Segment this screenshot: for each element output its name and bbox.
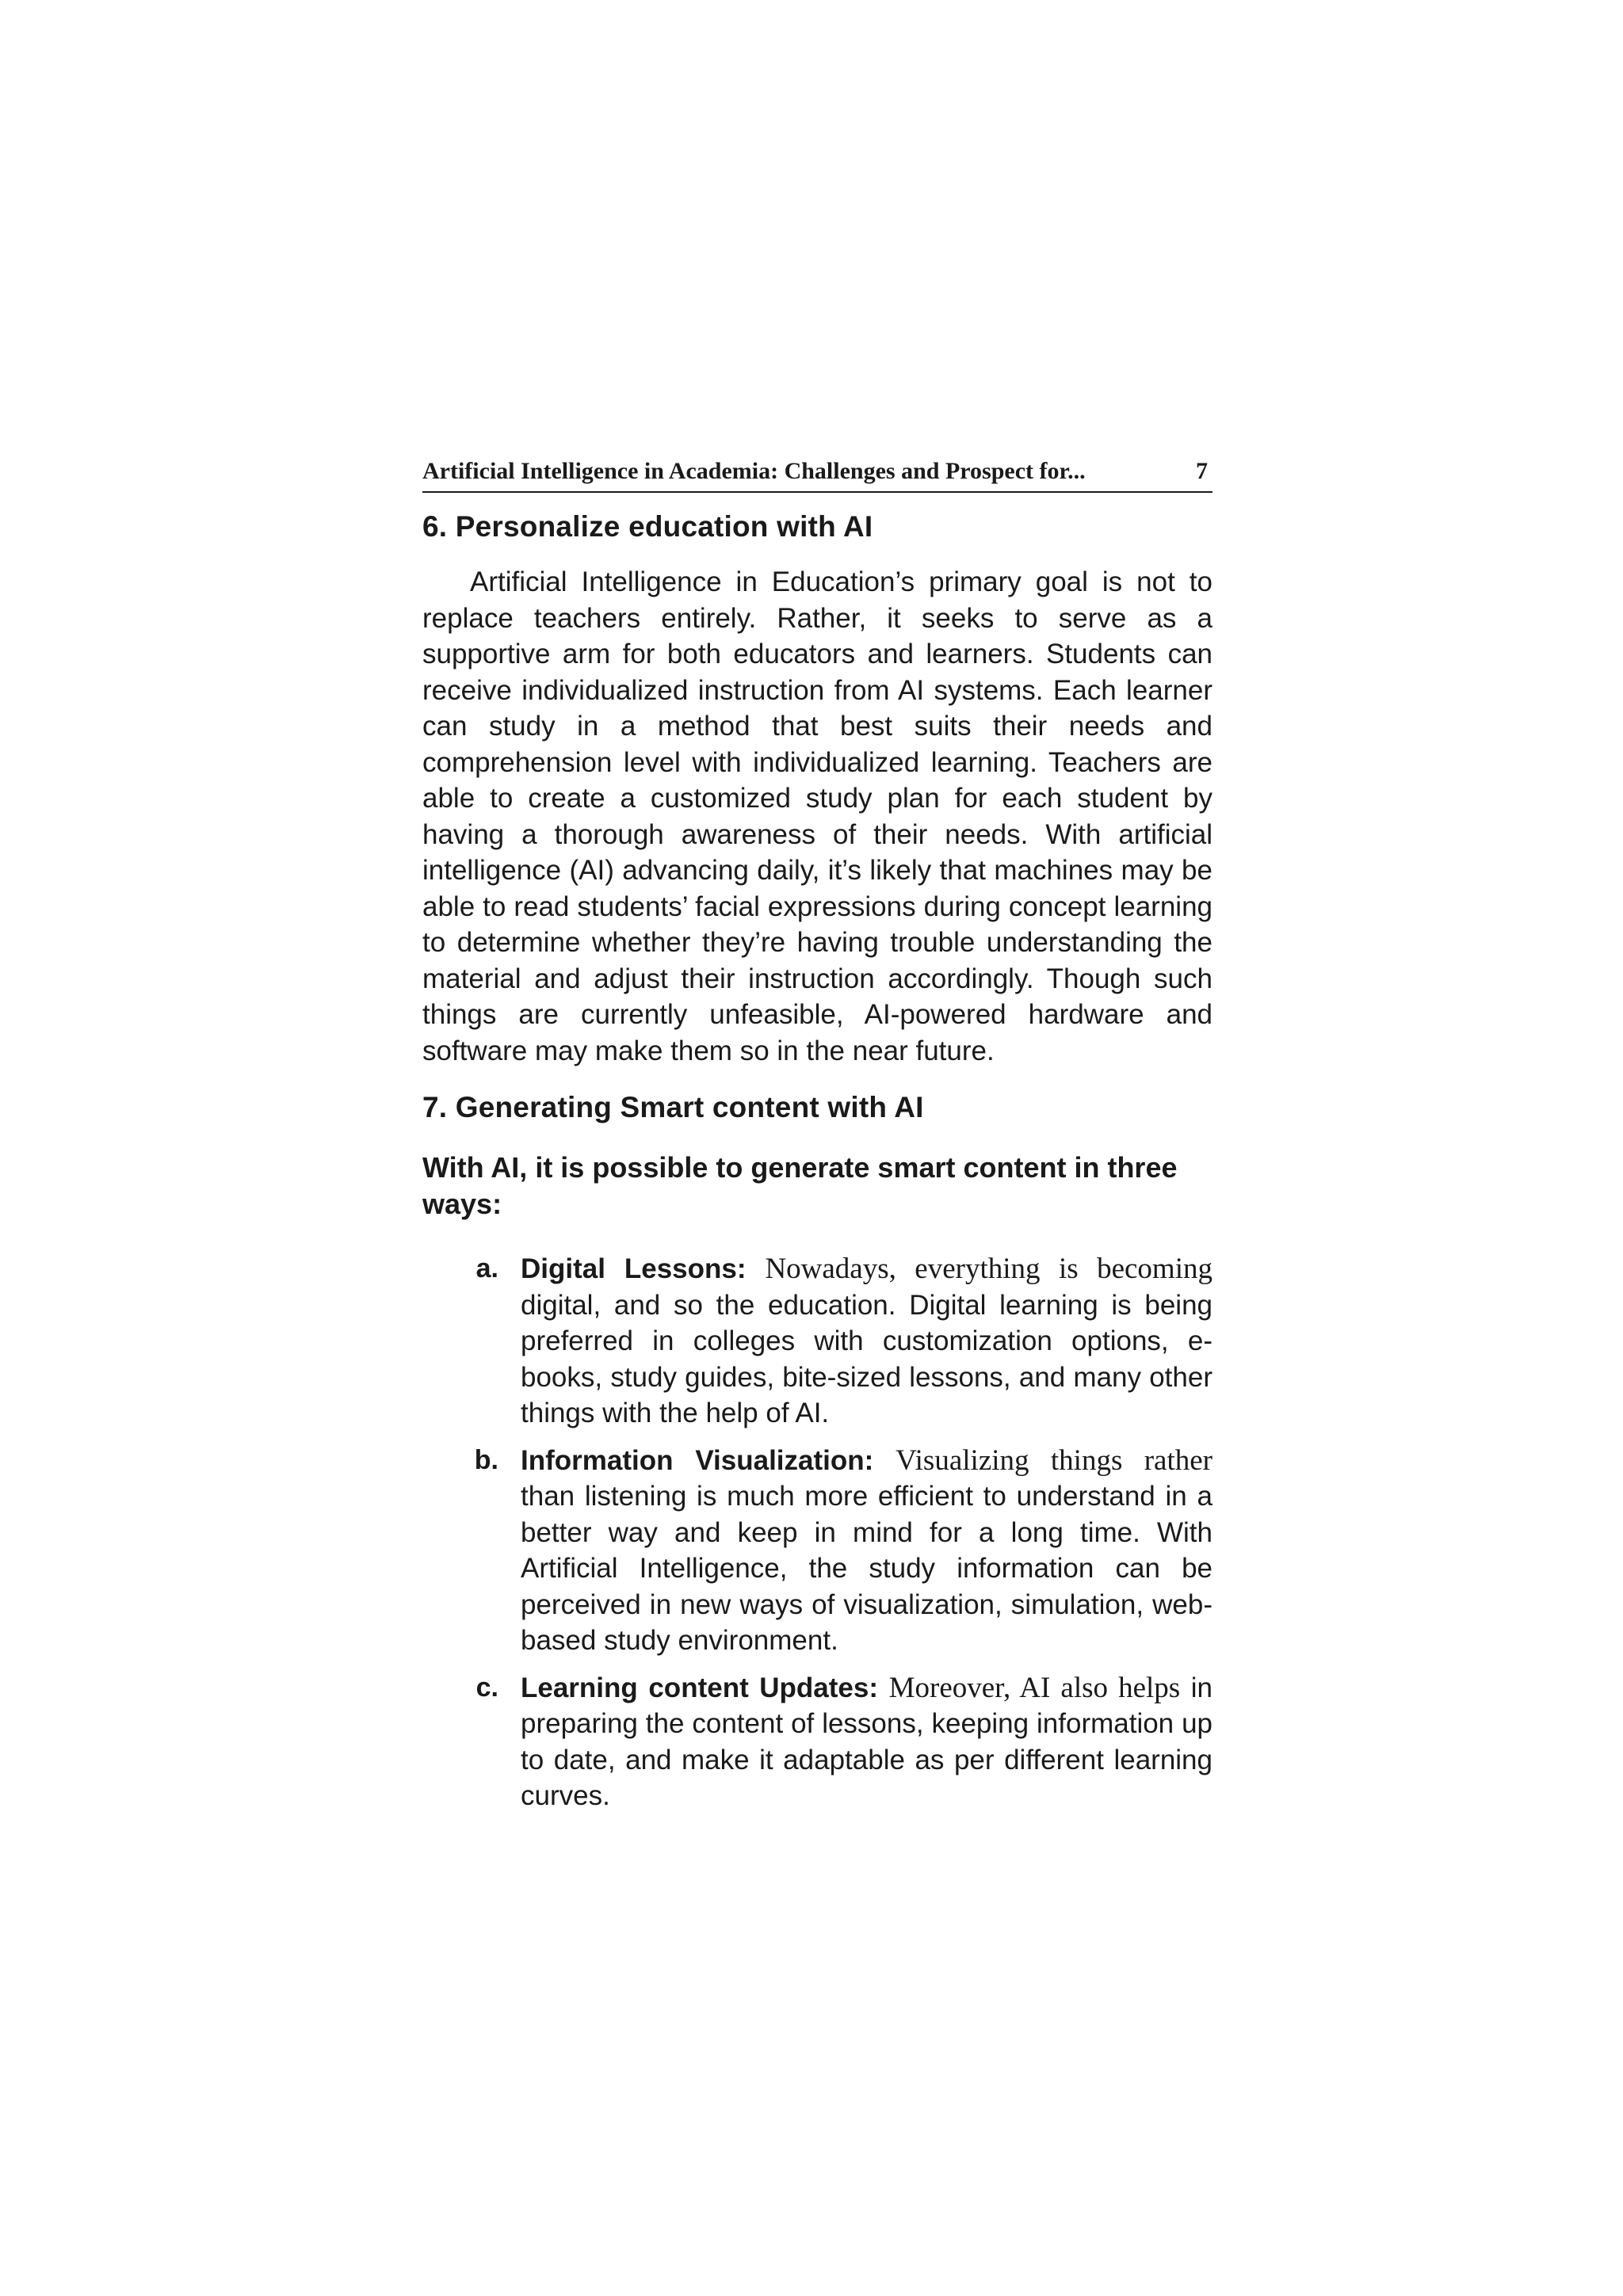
section-6-heading: 6. Personalize education with AI xyxy=(422,510,873,543)
list-item-lead: Nowadays, everything is becoming xyxy=(765,1253,1212,1285)
section-7-intro: With AI, it is possible to generate smart content in three ways: xyxy=(422,1151,1178,1220)
list-item-term: Information Visualization: xyxy=(521,1444,874,1476)
book-page xyxy=(422,458,1212,1825)
list-marker: b. xyxy=(474,1444,498,1475)
running-header xyxy=(422,458,1212,493)
list-item-text xyxy=(521,1251,1212,1432)
list-item-term: Learning content Updates: xyxy=(521,1672,879,1703)
running-header-title: Artificial Intelligence in Academia: Challenges and Prospect for... xyxy=(422,458,1086,484)
list-item-lead: Moreover, AI also helps xyxy=(888,1671,1181,1704)
list-item-b xyxy=(422,1443,1212,1659)
list-item-a xyxy=(422,1251,1212,1432)
list-marker: a. xyxy=(475,1253,498,1283)
list-item-term: Digital Lessons: xyxy=(521,1253,747,1284)
list-item-lead: Visualizing things rather xyxy=(896,1444,1212,1477)
smart-content-list xyxy=(422,1251,1212,1814)
list-item-text xyxy=(521,1443,1212,1659)
list-item-body: than listening is much more efficient to understand in a better way and keep in mind for a long time. With Artificial Intelligence, the study information can be perceived in new ways of visualization, simulation, web-based study environment. xyxy=(521,1481,1212,1656)
list-item-text xyxy=(521,1670,1212,1814)
list-item-body: digital, and so the education. Digital learning is being preferred in colleges with customization options, e-books, study guides, bite-sized lessons, and many other things with the help of AI. xyxy=(521,1289,1212,1428)
list-item-c xyxy=(422,1670,1212,1814)
page-number: 7 xyxy=(1196,458,1208,484)
list-marker: c. xyxy=(475,1672,498,1703)
list-item-body: in preparing the content of lessons, keeping information up to date, and make it adaptable as per different learning curves. xyxy=(521,1672,1212,1811)
section-6-paragraph: Artificial Intelligence in Education’s primary goal is not to replace teachers entirely. Rather, it seeks to serve as a supportive arm for both educators and learners. Students can receive individualized instruction from AI systems. Each learner can study in a method that best suits their needs and comprehension level with individualized learning. Teachers are able to create a customized study plan for each student by having a thorough awareness of their needs. With artificial intelligence (AI) advancing daily, it’s likely that machines may be able to read students’ facial expressions during concept learning to determine whether they’re having trouble understanding the material and adjust their instruction accordingly. Though such things are currently unfeasible, AI-powered hardware and software may make them so in the near future. xyxy=(422,566,1212,1066)
section-7-heading: 7. Generating Smart content with AI xyxy=(422,1091,924,1123)
